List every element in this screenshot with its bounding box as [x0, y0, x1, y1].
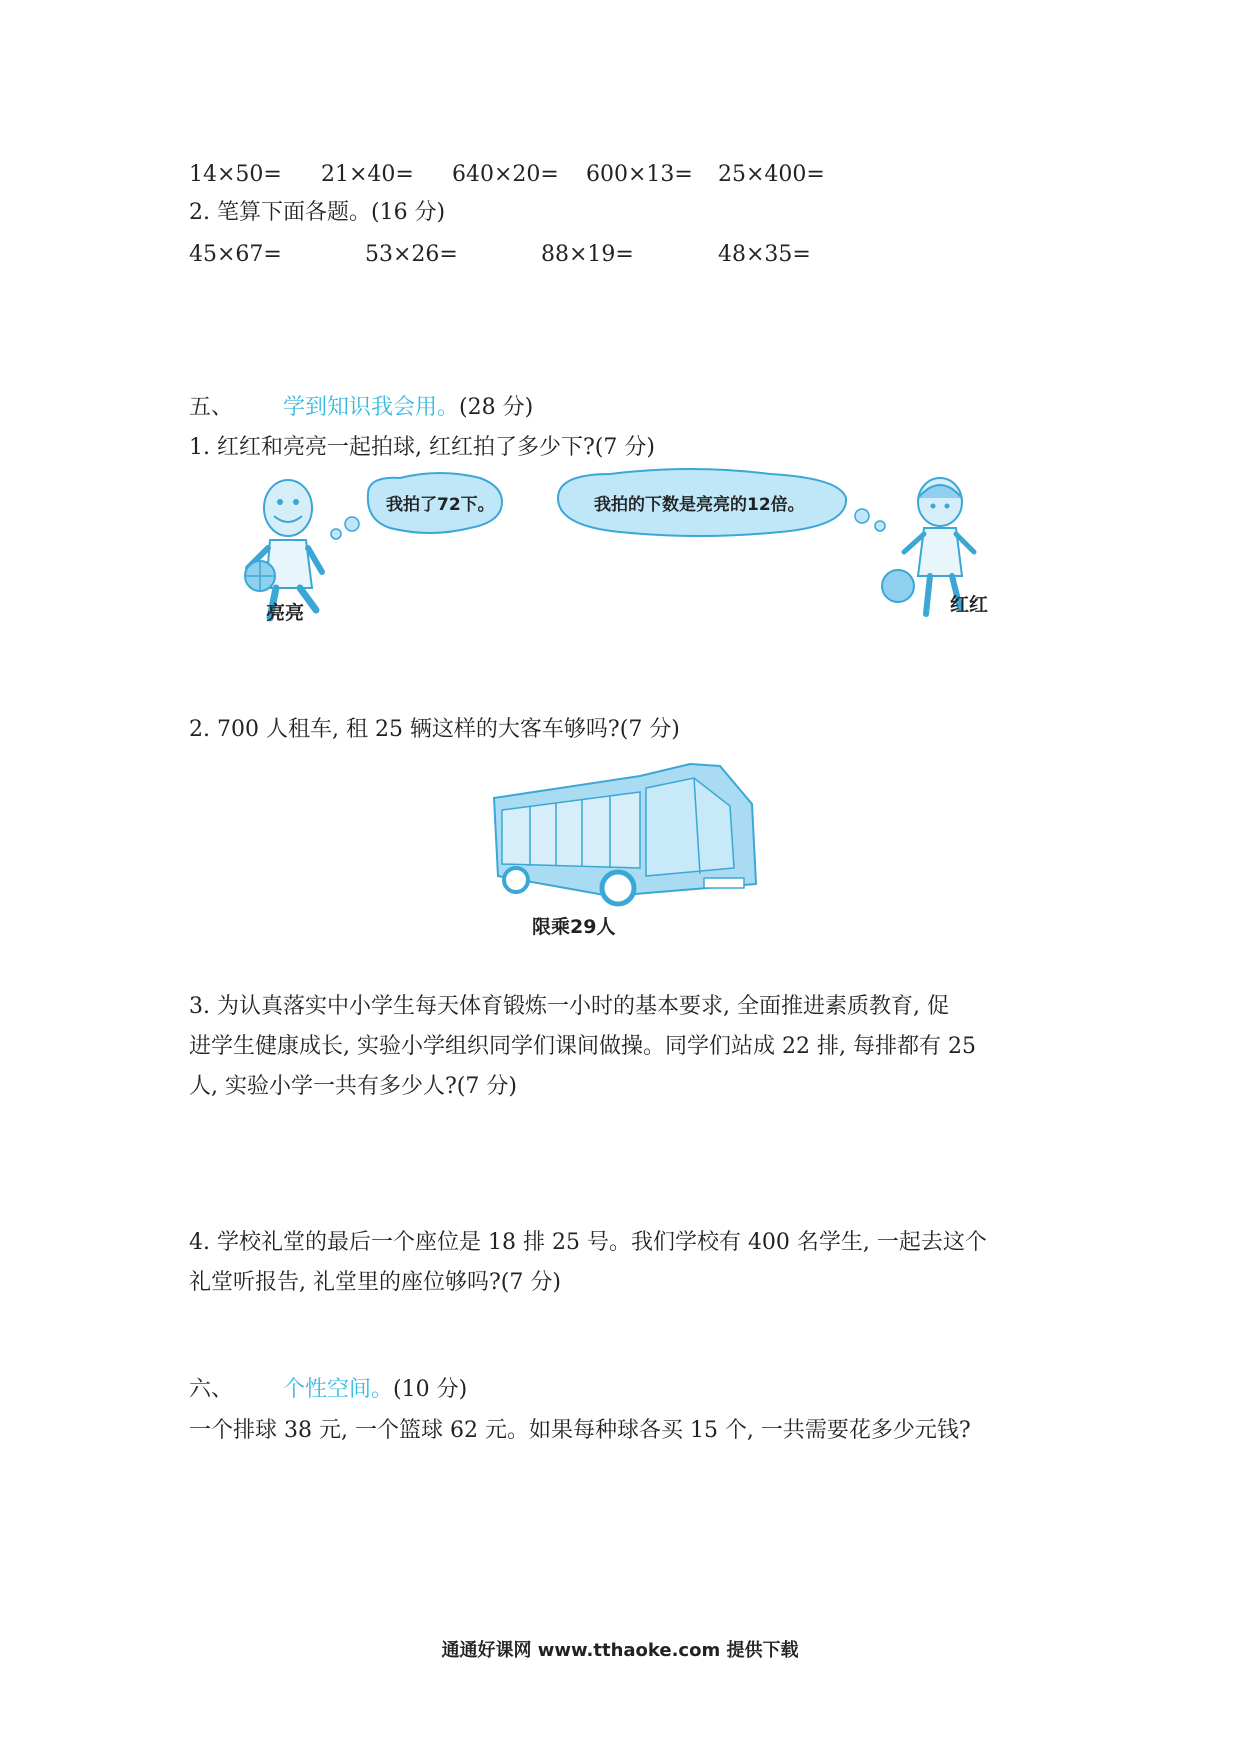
problem-3-line-3: 人, 实验小学一共有多少人?(7 分) [189, 1074, 517, 1099]
problem-4-line-2: 礼堂听报告, 礼堂里的座位够吗?(7 分) [189, 1270, 561, 1295]
written-item-3: 88×19= [541, 242, 634, 267]
problem-4-text [189, 1223, 987, 1303]
problem-3-line-2: 进学生健康成长, 实验小学组织同学们课间做操。同学们站成 22 排, 每排都有 25 [189, 1034, 976, 1059]
left-bubble-text: 我拍了72下。 [386, 495, 495, 515]
name-label-honghong: 红红 [950, 594, 989, 616]
oral-item-2: 21×40= [321, 162, 414, 187]
problem-4-line-1: 4. 学校礼堂的最后一个座位是 18 排 25 号。我们学校有 400 名学生, 一起去这个 [189, 1230, 987, 1255]
section-5-heading [189, 393, 533, 423]
problem-2-text: 2. 700 人租车, 租 25 辆这样的大客车够吗?(7 分) [189, 717, 680, 742]
oral-item-4: 600×13= [586, 162, 693, 187]
section-6-heading [189, 1375, 467, 1405]
written-item-4: 48×35= [718, 242, 811, 267]
section-6-title: 个性空间。 [283, 1377, 394, 1402]
oral-item-1: 14×50= [189, 162, 282, 187]
left-speech-bubble [331, 473, 502, 539]
section-5-score: (28 分) [459, 395, 534, 420]
section-6-score: (10 分) [393, 1377, 468, 1402]
section-6-number: 六、 [189, 1377, 234, 1402]
bus-icon [490, 758, 760, 910]
problem-1-text: 1. 红红和亮亮一起拍球, 红红拍了多少下?(7 分) [189, 435, 655, 460]
question-2-title: 2. 笔算下面各题。(16 分) [189, 200, 446, 225]
right-speech-bubble [558, 469, 885, 536]
written-item-2: 53×26= [365, 242, 458, 267]
oral-item-3: 640×20= [452, 162, 559, 187]
bus-capacity-caption: 限乘29人 [532, 916, 616, 938]
right-bubble-text: 我拍的下数是亮亮的12倍。 [594, 495, 805, 515]
problem-3-text [189, 987, 976, 1107]
oral-item-5: 25×400= [718, 162, 825, 187]
section-5-number: 五、 [189, 395, 234, 420]
page-footer: 通通好课网 www.tthaoke.com 提供下载 [441, 1640, 799, 1661]
problem-3-line-1: 3. 为认真落实中小学生每天体育锻炼一小时的基本要求, 全面推进素质教育, 促 [189, 994, 949, 1019]
written-item-1: 45×67= [189, 242, 282, 267]
section-5-title: 学到知识我会用。 [283, 395, 460, 420]
problem-6-text: 一个排球 38 元, 一个篮球 62 元。如果每种球各买 15 个, 一共需要花多少元钱? [189, 1418, 971, 1443]
name-label-liangliang: 亮亮 [266, 602, 305, 624]
ball-bouncing-illustration [240, 468, 1000, 628]
